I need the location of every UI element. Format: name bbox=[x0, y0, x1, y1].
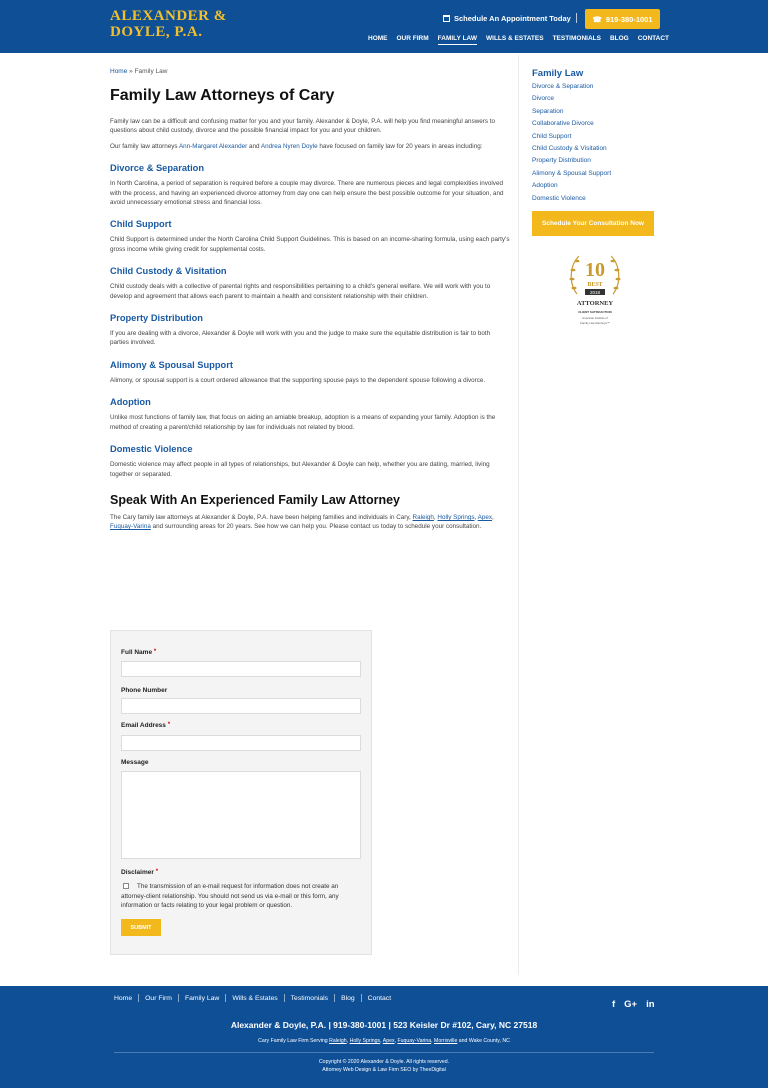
serving-link-raleigh[interactable]: Raleigh bbox=[329, 1038, 347, 1044]
sidebar-item-property-distribution[interactable]: Property Distribution bbox=[532, 157, 591, 165]
breadcrumb-separator: » bbox=[127, 68, 135, 75]
serving-link-apex[interactable]: Apex bbox=[382, 1038, 395, 1044]
badge-best: BEST bbox=[587, 282, 603, 288]
email-label bbox=[121, 722, 170, 729]
breadcrumb bbox=[110, 68, 510, 75]
section-heading-adoption: Adoption bbox=[110, 397, 151, 408]
speak-text-post: and surrounding areas for 20 years. See how we can help you. Please contact us today to schedule your consultation. bbox=[150, 523, 482, 531]
page-title: Family Law Attorneys of Cary bbox=[110, 87, 335, 104]
badge-attorney: ATTORNEY bbox=[576, 300, 614, 307]
nav-testimonials[interactable]: TESTIMONIALS bbox=[552, 35, 601, 42]
message-textarea[interactable] bbox=[121, 771, 361, 859]
speak-separator: , bbox=[492, 513, 494, 521]
phone-input[interactable] bbox=[121, 698, 361, 714]
social-links bbox=[612, 999, 655, 1010]
main-content bbox=[110, 68, 510, 532]
section-body-child-custody-and-visitation: Child custody deals with a collective of parental rights and responsibilities pertaining to a child’s general welfare. We will work with you to develop and agreement that allows each parent to maintain a health and consistent relationship with their children. bbox=[110, 283, 491, 300]
footer-nav-blog[interactable]: Blog bbox=[341, 994, 355, 1002]
intro-paragraph: Family law can be a difficult and confusing matter for you and your family. Alexander & Doyle, P.A. will help you find meaningful answers to questions about child custody, divorce and the possible financial impact for you and your children. bbox=[110, 118, 496, 135]
section-heading-property-distribution: Property Distribution bbox=[110, 313, 203, 324]
sidebar-item-adoption[interactable]: Adoption bbox=[532, 182, 558, 190]
disclaimer-text: The transmission of an e-mail request for information does not create an attorney-client relationship. You should not send us via e-mail or this form, any information or facts relating to your legal problem or question. bbox=[121, 883, 339, 909]
appointment-text: Schedule An Appointment Today bbox=[454, 14, 571, 23]
footer-credit[interactable]: Attorney Web Design & Law Firm SEO by TheeDigital bbox=[322, 1066, 446, 1073]
required-mark: * bbox=[153, 649, 157, 655]
linkedin-icon[interactable]: in bbox=[646, 999, 655, 1010]
section-heading-alimony-and-spousal-support: Alimony & Spousal Support bbox=[110, 359, 233, 370]
section-heading-domestic-violence: Domestic Violence bbox=[110, 444, 193, 455]
footer-nav-home[interactable]: Home bbox=[114, 994, 133, 1002]
speak-link-holly-springs[interactable]: Holly Springs bbox=[437, 513, 475, 521]
schedule-consultation-button[interactable]: Schedule Your Consultation Now bbox=[532, 211, 654, 236]
full-name-label bbox=[121, 649, 156, 656]
footer-copyright: Copyright © 2020 Alexander & Doyle. All rights reserved. bbox=[318, 1059, 450, 1065]
main-nav bbox=[368, 35, 669, 45]
disclaimer-label bbox=[121, 869, 158, 876]
footer-nav-wills-and-estates[interactable]: Wills & Estates bbox=[232, 994, 278, 1002]
sidebar-list bbox=[532, 81, 657, 205]
email-label-text: Email Address bbox=[121, 722, 166, 729]
badge-sub3: Family Law Attorneys™ bbox=[580, 321, 610, 325]
section-body-child-support: Child Support is determined under the North Carolina Child Support Guidelines. This is based on an income-sharing formula, using each party’s gross income while giving credit for supplemental costs. bbox=[110, 236, 510, 253]
badge-sub1: CLIENT SATISFACTION bbox=[578, 310, 612, 314]
logo-line-2: DOYLE, P.A. bbox=[110, 24, 203, 40]
best-attorney-badge bbox=[565, 248, 625, 332]
site-footer bbox=[0, 986, 768, 1088]
serving-separator: , bbox=[346, 1038, 350, 1044]
badge-year: 2018 bbox=[589, 290, 601, 295]
footer-nav-our-firm[interactable]: Our Firm bbox=[145, 994, 172, 1002]
site-header bbox=[0, 0, 768, 53]
footer-nav-separator bbox=[138, 994, 139, 1002]
footer-nav-separator bbox=[361, 994, 362, 1002]
speak-text-pre: The Cary family law attorneys at Alexander & Doyle, P.A. have been helping families and individuals in Cary, bbox=[110, 513, 413, 521]
header-divider bbox=[576, 13, 577, 23]
disclaimer-label-text: Disclaimer bbox=[121, 869, 154, 876]
phone-number: 919-380-1001 bbox=[605, 14, 653, 24]
badge-sub2: American Institute of bbox=[582, 316, 608, 320]
footer-address: Alexander & Doyle, P.A. | 919-380-1001 | 523 Keisler Dr #102, Cary, NC 27518 bbox=[230, 1020, 538, 1030]
attorney-link-alexander[interactable]: Ann-Margaret Alexander bbox=[178, 142, 248, 150]
section-body-property-distribution: If you are dealing with a divorce, Alexander & Doyle will work with you and the judge to make sure the equitable distribution is fair to both parties involved. bbox=[110, 330, 491, 347]
sidebar-divider bbox=[518, 55, 519, 975]
speak-paragraph bbox=[110, 513, 510, 532]
nav-home[interactable]: HOME bbox=[368, 35, 388, 42]
section-body-divorce-and-separation: In North Carolina, a period of separation is required before a couple may divorce. There are numerous pieces and legal complexities involved with the process, and having an experienced divorce attorney from day one can help ensure the best possible outcome for your situation, and avoid unnecessary emotional stress and financial loss. bbox=[110, 180, 504, 207]
footer-nav-separator bbox=[284, 994, 285, 1002]
submit-button[interactable]: SUBMIT bbox=[121, 919, 161, 936]
speak-heading: Speak With An Experienced Family Law Attorney bbox=[110, 492, 401, 507]
speak-link-fuquay-varina[interactable]: Fuquay-Varina bbox=[110, 523, 151, 531]
speak-separator: , bbox=[474, 513, 478, 521]
speak-separator: , bbox=[433, 513, 438, 521]
full-name-input[interactable] bbox=[121, 661, 361, 677]
footer-nav-testimonials[interactable]: Testimonials bbox=[290, 994, 329, 1002]
logo-line-1: ALEXANDER & bbox=[110, 8, 227, 24]
practice-sections bbox=[110, 163, 510, 479]
message-label: Message bbox=[121, 759, 149, 766]
breadcrumb-home-link[interactable]: Home bbox=[110, 68, 128, 75]
facebook-icon[interactable]: f bbox=[612, 999, 616, 1010]
serving-text-pre: Cary Family Law Firm Serving bbox=[258, 1038, 330, 1044]
serving-link-holly-springs[interactable]: Holly Springs bbox=[349, 1038, 381, 1044]
nav-wills-and-estates[interactable]: WILLS & ESTATES bbox=[486, 35, 544, 42]
serving-separator: , bbox=[394, 1038, 398, 1044]
attorneys-text-2: and bbox=[247, 142, 261, 150]
nav-our-firm[interactable]: OUR FIRM bbox=[396, 35, 429, 42]
sidebar-item-child-support[interactable]: Child Support bbox=[532, 132, 572, 140]
sidebar-title[interactable]: Family Law bbox=[532, 68, 584, 79]
attorneys-text-1: Our family law attorneys bbox=[110, 142, 179, 150]
footer-nav-contact[interactable]: Contact bbox=[367, 994, 392, 1002]
footer-nav-separator bbox=[178, 994, 179, 1002]
sidebar-item-collaborative-divorce[interactable]: Collaborative Divorce bbox=[532, 120, 594, 128]
sidebar-item-child-custody-and-visitation[interactable]: Child Custody & Visitation bbox=[532, 145, 607, 153]
sidebar bbox=[532, 68, 657, 205]
section-heading-child-custody-and-visitation: Child Custody & Visitation bbox=[110, 266, 227, 277]
sidebar-item-separation[interactable]: Separation bbox=[532, 107, 564, 115]
speak-link-raleigh[interactable]: Raleigh bbox=[412, 513, 434, 521]
nav-contact[interactable]: CONTACT bbox=[637, 35, 670, 42]
google-plus-icon[interactable]: G+ bbox=[624, 999, 638, 1010]
nav-family-law[interactable]: FAMILY LAW bbox=[438, 35, 477, 45]
badge-number: 10 bbox=[585, 259, 605, 281]
footer-nav-separator bbox=[334, 994, 335, 1002]
section-heading-divorce-and-separation: Divorce & Separation bbox=[110, 163, 205, 174]
required-mark: * bbox=[155, 869, 159, 875]
phone-label: Phone Number bbox=[121, 687, 168, 694]
sidebar-item-divorce[interactable]: Divorce bbox=[532, 95, 555, 103]
attorneys-paragraph bbox=[110, 142, 510, 151]
breadcrumb-current: Family Law bbox=[134, 68, 168, 75]
schedule-appointment-link[interactable] bbox=[443, 14, 571, 23]
section-body-domestic-violence: Domestic violence may affect people in all types of relationships, but Alexander & Doyle can help, whether you are dating, married, living together or separated. bbox=[110, 461, 490, 478]
section-heading-child-support: Child Support bbox=[110, 219, 172, 230]
footer-nav-separator bbox=[225, 994, 226, 1002]
phone-icon: ☎ bbox=[592, 14, 602, 24]
sidebar-item-domestic-violence[interactable]: Domestic Violence bbox=[532, 194, 586, 202]
serving-link-fuquay-varina[interactable]: Fuquay-Varina bbox=[397, 1038, 432, 1044]
footer-nav bbox=[114, 994, 391, 1002]
footer-serving bbox=[0, 1038, 768, 1044]
sidebar-item-alimony-and-spousal-support[interactable]: Alimony & Spousal Support bbox=[532, 169, 612, 177]
attorney-link-doyle[interactable]: Andrea Nyren Doyle bbox=[260, 142, 318, 150]
calendar-icon bbox=[443, 15, 450, 22]
attorneys-text-3: have focused on family law for 20 years in areas including: bbox=[317, 142, 483, 150]
footer-divider bbox=[114, 1052, 654, 1053]
required-mark: * bbox=[167, 722, 171, 728]
footer-copyright-block bbox=[0, 1059, 768, 1074]
full-name-label-text: Full Name bbox=[121, 649, 153, 656]
footer-nav-family-law[interactable]: Family Law bbox=[184, 994, 220, 1002]
contact-form bbox=[110, 630, 372, 955]
nav-blog[interactable]: BLOG bbox=[609, 35, 629, 42]
phone-button[interactable] bbox=[585, 9, 660, 29]
serving-text-post: and Wake County, NC bbox=[457, 1038, 510, 1044]
email-input[interactable] bbox=[121, 735, 361, 751]
serving-separator: , bbox=[380, 1038, 383, 1044]
section-body-adoption: Unlike most functions of family law, that focus on aiding an amiable breakup, adoption is a means of expanding your family. Adoption is the method of creating a parent/child relationship by law for individuals not related by blood. bbox=[110, 414, 496, 431]
serving-link-morrisville[interactable]: Morrisville bbox=[434, 1038, 458, 1044]
speak-link-apex[interactable]: Apex bbox=[477, 513, 493, 521]
site-logo[interactable] bbox=[110, 8, 227, 40]
section-body-alimony-and-spousal-support: Alimony, or spousal support is a court ordered allowance that the supporting spouse pays to the dependent spouse following a divorce. bbox=[110, 376, 486, 384]
sidebar-item-divorce-and-separation[interactable]: Divorce & Separation bbox=[532, 83, 594, 90]
serving-separator: , bbox=[431, 1038, 434, 1044]
